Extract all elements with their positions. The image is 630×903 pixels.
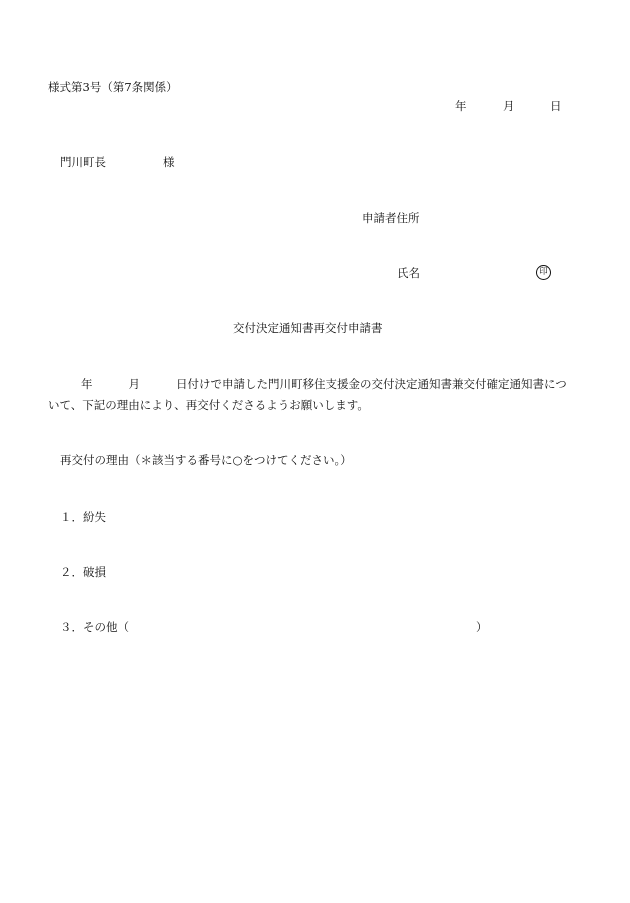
option-open-paren: （ <box>117 620 129 634</box>
option-1 <box>60 512 106 524</box>
option-number: １． <box>60 510 83 524</box>
option-2 <box>60 567 106 579</box>
option-3-close-paren: ） <box>476 620 488 634</box>
option-3 <box>60 622 129 634</box>
date-day: 日 <box>550 99 562 113</box>
reason-heading: 再交付の理由（＊該当する番号に○をつけてください。） <box>60 453 352 467</box>
body-month: 月 <box>128 377 140 391</box>
option-label: 破損 <box>83 565 106 579</box>
document-title: 交付決定通知書再交付申請書 <box>233 321 383 335</box>
date-month: 月 <box>503 99 515 113</box>
option-number: ３． <box>60 620 83 634</box>
form-number: 様式第3号（第7条関係） <box>48 80 178 94</box>
body-line-1 <box>48 379 578 391</box>
date-year: 年 <box>455 99 467 113</box>
option-label: 紛失 <box>83 510 106 524</box>
body-line-1-text: 日付けで申請した門川町移住支援金の交付決定通知書兼交付確定通知書につ <box>176 377 567 391</box>
addressee-honorific: 様 <box>163 155 175 169</box>
option-number: ２． <box>60 565 83 579</box>
option-label: その他 <box>83 620 118 634</box>
body-year: 年 <box>81 377 93 391</box>
body-line-2: いて、下記の理由により、再交付くださるようお願いします。 <box>48 398 369 412</box>
addressee-name: 門川町長 <box>60 155 106 169</box>
seal-mark: 印 <box>536 265 551 280</box>
applicant-address-label: 申請者住所 <box>362 211 420 225</box>
applicant-name-label: 氏名 <box>397 266 420 280</box>
